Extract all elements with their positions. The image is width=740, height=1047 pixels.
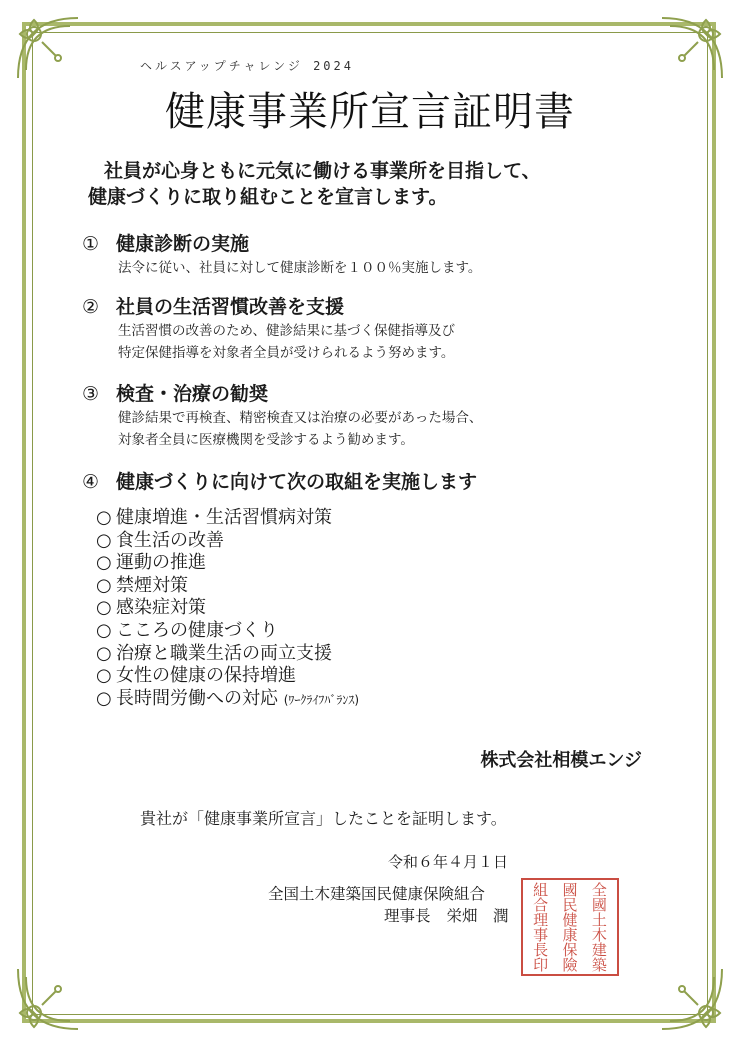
pledge-heading [82,381,682,407]
seal-character: 民 [562,896,578,914]
pledge-description: 法令に従い、社員に対して健康診断を１００％実施します。 [118,260,482,276]
list-item: ○ 治療と職業生活の両立支援 [96,642,332,664]
certification-statement: 貴社が「健康事業所宣言」したことを証明します。 [140,809,507,828]
pledge-heading-text: 社員の生活習慣改善を支援 [116,296,345,318]
pledge-heading-text: 検査・治療の勧奨 [116,383,269,405]
seal-character: 築 [591,956,607,974]
pledge-number: ③ [82,383,100,405]
intro-line-2: 健康づくりに取り組むことを宣言します。 [88,186,448,208]
seal-character: 木 [591,926,607,944]
list-item: ○ 禁煙対策 [96,574,188,596]
list-item: ○ 運動の推進 [96,552,206,574]
action-list [96,507,616,711]
pledge-item-2 [82,294,682,364]
seal-character: 土 [591,911,607,929]
pledge-item-1 [82,231,682,279]
seal-character: 事 [533,926,549,944]
list-item: ○ 感染症対策 [96,597,206,619]
intro-line-1: 社員が心身ともに元気に働ける事業所を目指して、 [104,160,541,182]
seal-character: 國 [562,881,578,899]
pledge-number: ① [82,233,100,255]
pledge-heading [82,469,682,495]
seal-character: 理 [533,911,549,929]
seal-character: 合 [533,896,549,914]
pledge-description: 対象者全員に医療機関を受診するよう勧めます。 [118,432,414,448]
pledge-description: 特定保健指導を対象者全員が受けられるよう努めます。 [118,345,455,361]
pledge-heading [82,231,682,257]
pledge-item-4 [82,469,682,495]
document-title: 健康事業所宣言証明書 [165,89,575,135]
seal-character: 長 [533,941,549,959]
seal-character: 國 [591,896,607,914]
official-seal [521,878,619,976]
seal-character: 保 [562,941,578,959]
pledge-number: ② [82,296,100,318]
seal-character: 全 [591,881,607,899]
corner-ornament-icon [12,963,84,1035]
corner-ornament-icon [656,12,728,84]
list-item-note: (ﾜｰｸﾗｲﾌﾊﾞﾗﾝｽ) [283,692,360,707]
subtitle: ヘルスアップチャレンジ 2024 [140,59,354,73]
issue-date: 令和６年４月１日 [388,853,509,871]
list-item: ○ 長時間労働への対応 (ﾜｰｸﾗｲﾌﾊﾞﾗﾝｽ) [96,687,360,709]
list-item: ○ 女性の健康の保持増進 [96,665,296,687]
pledge-description: 生活習慣の改善のため、健診結果に基づく保健指導及び [118,323,455,339]
officer-title: 理事長 [384,907,431,925]
list-item: ○ 健康増進・生活習慣病対策 [96,507,332,528]
officer-signature [384,904,509,926]
list-item: ○ こころの健康づくり [96,619,278,641]
intro-statement [88,158,668,210]
corner-ornament-icon [12,12,84,84]
seal-character: 組 [533,881,549,899]
corner-ornament-icon [656,963,728,1035]
seal-character: 康 [562,926,578,944]
pledge-heading [82,294,682,320]
seal-character: 健 [562,911,578,929]
seal-character: 印 [533,956,549,974]
company-name: 株式会社相模エンジ [480,750,642,771]
list-item: ○ 食生活の改善 [96,529,224,551]
pledge-number: ④ [82,471,100,493]
seal-character: 險 [562,956,578,974]
issuer-name: 全国土木建築国民健康保険組合 [268,885,486,903]
pledge-item-3 [82,381,682,451]
officer-name: 栄畑 潤 [446,907,509,925]
pledge-heading-text: 健康づくりに向けて次の取組を実施します [116,471,478,493]
seal-character: 建 [591,941,607,959]
pledge-description: 健診結果で再検査、精密検査又は治療の必要があった場合、 [118,410,483,426]
pledge-heading-text: 健康診断の実施 [116,233,250,255]
